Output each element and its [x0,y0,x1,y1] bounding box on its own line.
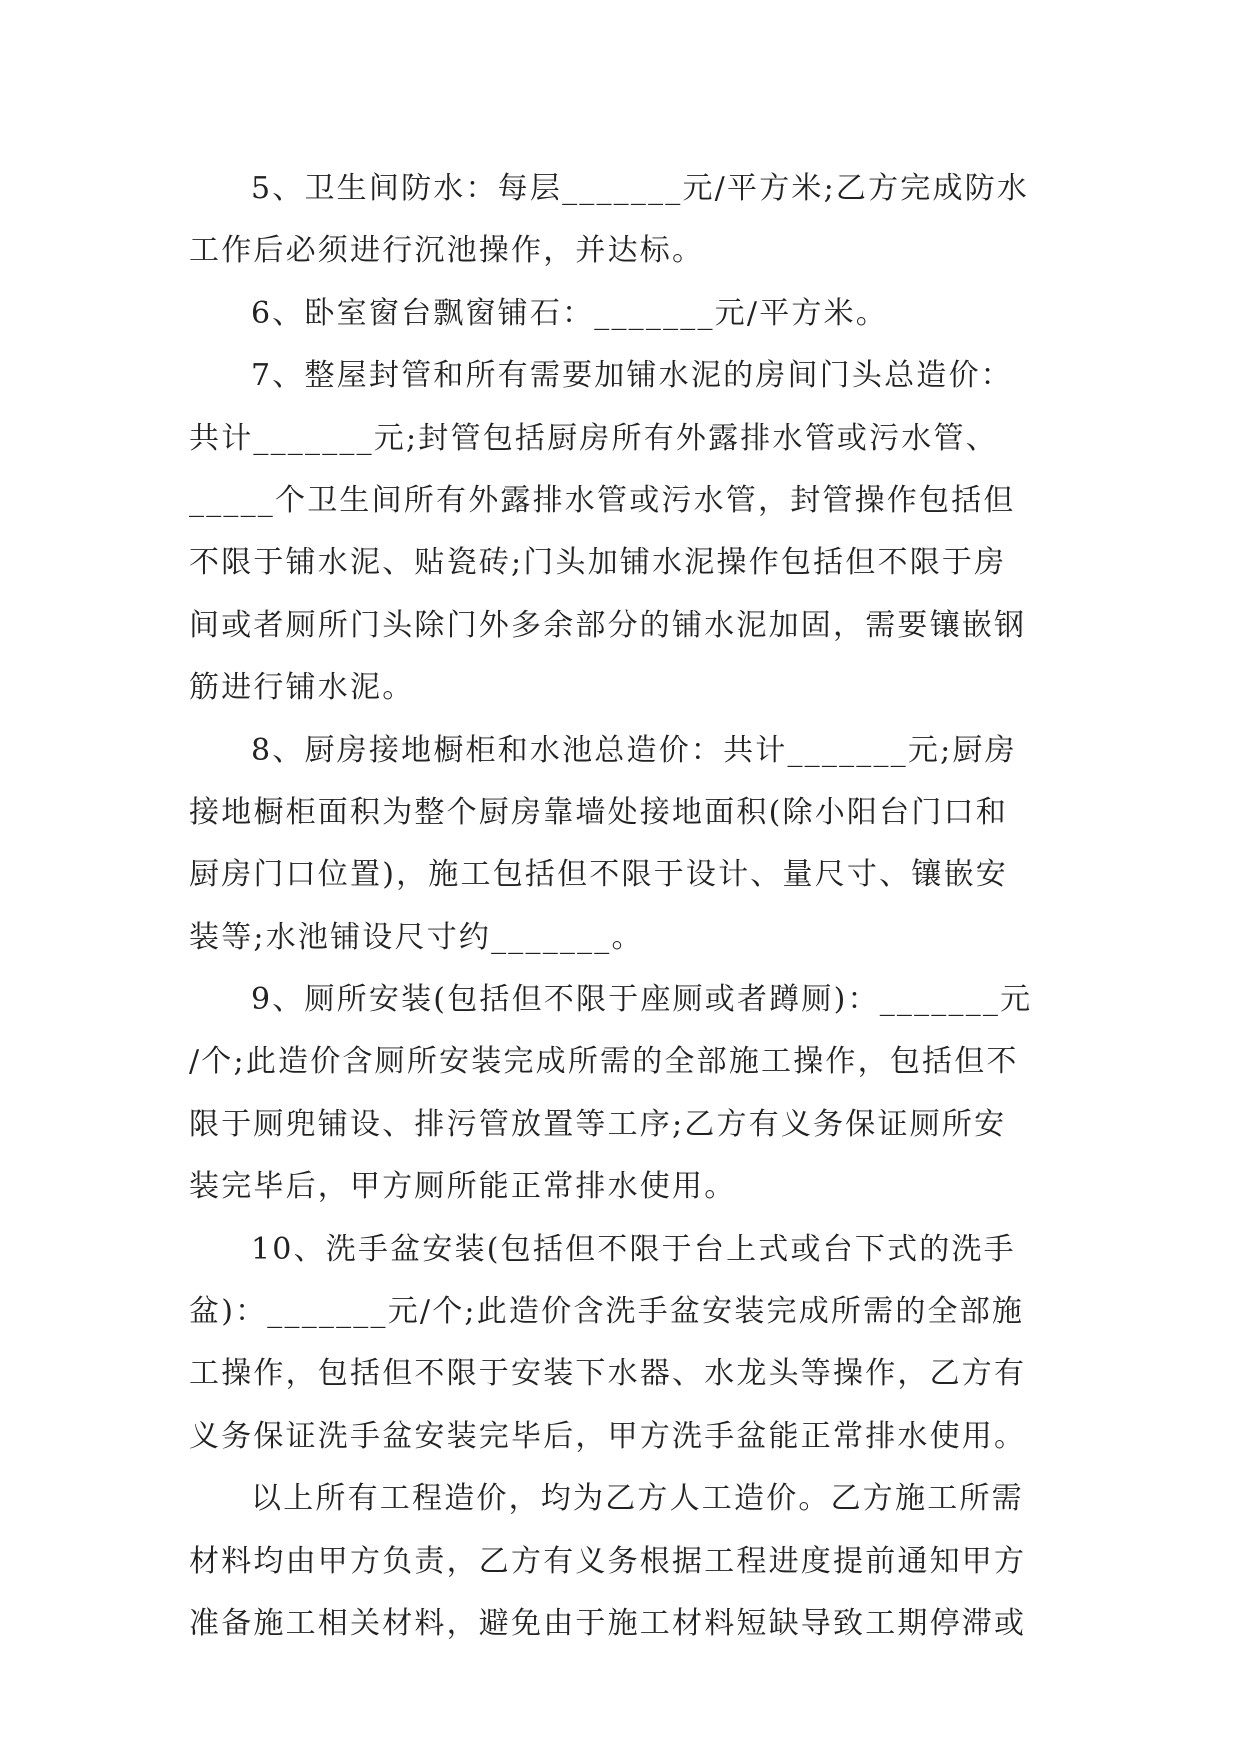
text-line: 9、厕所安装(包括但不限于座厕或者蹲厕)：_______元 [251,982,1033,1018]
text-line: 装完毕后，甲方厕所能正常排水使用。 [189,1169,737,1205]
text-line: _____个卫生间所有外露排水管或污水管，封管操作包括但 [189,482,1016,518]
text-line: 准备施工相关材料，避免由于施工材料短缺导致工期停滞或 [189,1605,1027,1641]
text-line: 装等;水池铺设尺寸约_______。 [189,919,644,955]
text-line: 以上所有工程造价，均为乙方人工造价。乙方施工所需 [251,1481,1024,1517]
text-line: 6、卧室窗台飘窗铺石：_______元/平方米。 [251,295,888,331]
document-body [189,158,1069,1655]
text-line: 不限于铺水泥、贴瓷砖;门头加铺水泥操作包括但不限于房 [189,545,1007,581]
text-line: 10、洗手盆安装(包括但不限于台上式或台下式的洗手 [251,1231,1016,1267]
text-line: 厨房门口位置)，施工包括但不限于设计、量尺寸、镶嵌安 [189,857,1008,893]
text-line: 8、厨房接地橱柜和水池总造价：共计_______元;厨房 [251,732,1017,768]
text-line: 限于厕兜铺设、排污管放置等工序;乙方有义务保证厕所安 [189,1106,1007,1142]
text-line: 义务保证洗手盆安装完毕后，甲方洗手盆能正常排水使用。 [189,1418,1027,1454]
text-line: 共计_______元;封管包括厨房所有外露排水管或污水管、 [189,420,998,456]
text-line: 接地橱柜面积为整个厨房靠墙处接地面积(除小阳台门口和 [189,794,1008,830]
text-line: 间或者厕所门头除门外多余部分的铺水泥加固，需要镶嵌钢 [189,607,1027,643]
text-line: 5、卫生间防水：每层_______元/平方米;乙方完成防水 [251,171,1030,206]
text-line: 筋进行铺水泥。 [189,670,415,706]
text-line: 材料均由甲方负责，乙方有义务根据工程进度提前通知甲方 [189,1543,1027,1579]
text-line: 盆)：_______元/个;此造价含洗手盆安装完成所需的全部施 [189,1294,1025,1330]
text-line: 工操作，包括但不限于安装下水器、水龙头等操作，乙方有 [189,1356,1027,1392]
text-line: /个;此造价含厕所安装完成所需的全部施工操作，包括但不 [189,1044,1019,1080]
text-line: 工作后必须进行沉池操作，并达标。 [189,233,705,269]
text-line: 7、整屋封管和所有需要加铺水泥的房间门头总造价： [251,358,1013,394]
